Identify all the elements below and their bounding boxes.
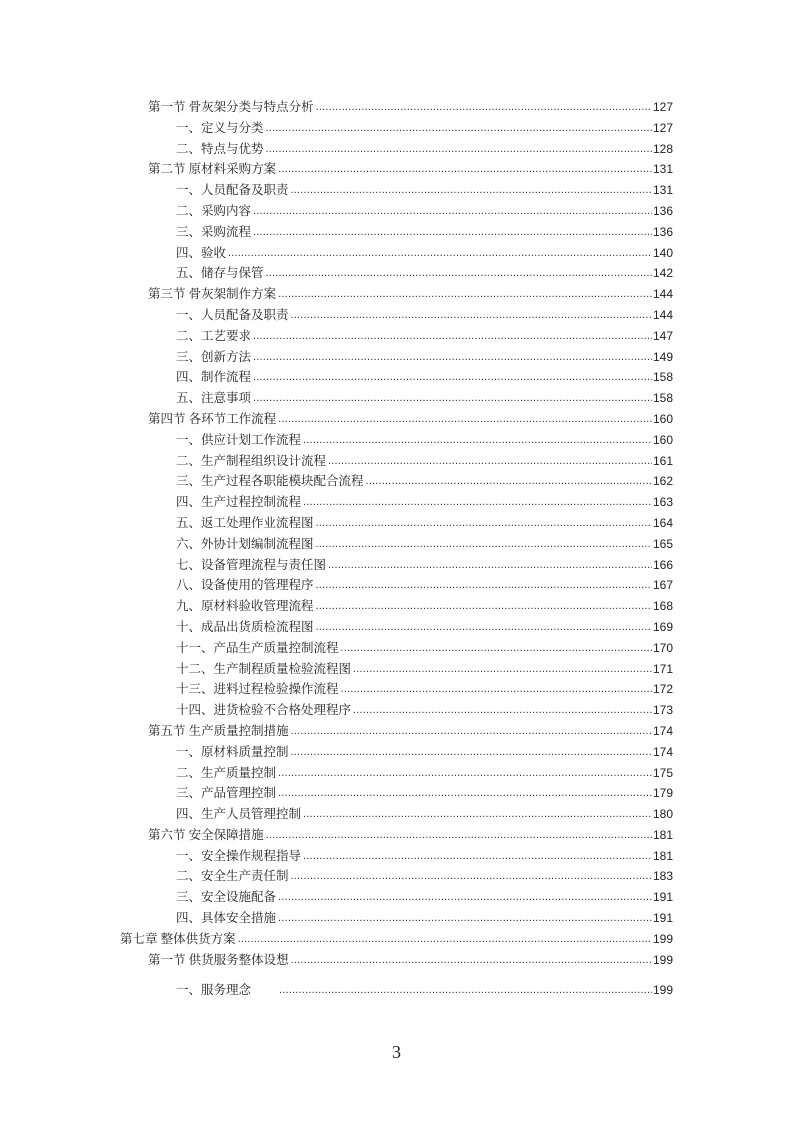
- dot-leader: [303, 492, 652, 513]
- toc-entry-page: 127: [652, 100, 673, 114]
- dot-leader: [291, 742, 652, 763]
- dot-leader: [278, 783, 652, 804]
- dot-leader: [228, 243, 652, 264]
- dot-leader: [303, 804, 652, 825]
- dot-leader: [316, 513, 652, 534]
- toc-entry-label: 第七章 整体供货方案: [120, 931, 236, 946]
- toc-entry-label: 八、设备使用的管理程序: [176, 578, 314, 593]
- toc-entry-page: 131: [652, 162, 673, 177]
- toc-entry-page: 131: [652, 183, 673, 198]
- dot-leader: [253, 201, 652, 222]
- toc-entry-label: 一、定义与分类: [176, 120, 264, 135]
- dot-leader: [341, 638, 652, 659]
- toc-section-entry[interactable]: [148, 97, 673, 118]
- toc-item-entry[interactable]: [176, 534, 673, 555]
- toc-item-entry[interactable]: [176, 326, 673, 347]
- toc-item-entry[interactable]: [176, 617, 673, 638]
- toc-entry-page: 158: [652, 391, 673, 406]
- toc-entry-page: 163: [652, 495, 673, 510]
- dot-leader: [328, 451, 652, 472]
- dot-leader: [279, 980, 652, 1001]
- dot-leader: [278, 763, 652, 784]
- toc-item-entry[interactable]: [176, 388, 673, 409]
- toc-item-entry[interactable]: [176, 908, 673, 929]
- toc-item-entry[interactable]: [176, 451, 673, 472]
- toc-item-entry[interactable]: [176, 471, 673, 492]
- toc-item-entry[interactable]: [176, 263, 673, 284]
- toc-entry-page: 136: [652, 203, 673, 218]
- dot-leader: [253, 222, 652, 243]
- toc-item-entry[interactable]: [176, 742, 673, 763]
- toc-entry-page: 144: [652, 307, 673, 322]
- toc-item-entry[interactable]: [176, 492, 673, 513]
- toc-section-entry[interactable]: [148, 950, 673, 971]
- toc-entry-label: 第六节 安全保障措施: [148, 827, 264, 842]
- toc-entry-label: 三、创新方法: [176, 349, 252, 364]
- dot-leader: [291, 305, 652, 326]
- toc-entry-page: 199: [652, 952, 673, 967]
- toc-entry-page: 181: [652, 848, 673, 863]
- toc-section-entry[interactable]: [148, 159, 673, 180]
- toc-item-entry[interactable]: [176, 139, 673, 160]
- dot-leader: [238, 929, 652, 950]
- dot-leader: [291, 180, 652, 201]
- toc-entry-label: 第一节 骨灰架分类与特点分析: [148, 100, 314, 114]
- toc-item-entry[interactable]: [176, 513, 673, 534]
- table-of-contents: [0, 97, 793, 1001]
- dot-leader: [278, 159, 652, 180]
- toc-chapter-entry[interactable]: [120, 929, 673, 950]
- toc-item-entry[interactable]: [176, 783, 673, 804]
- toc-entry-page: 167: [652, 578, 673, 593]
- dot-leader: [303, 846, 652, 867]
- toc-item-entry[interactable]: [176, 980, 673, 1001]
- toc-item-entry[interactable]: [176, 305, 673, 326]
- toc-entry-label: 二、特点与优势: [176, 141, 264, 156]
- toc-entry-page: 128: [652, 141, 673, 156]
- toc-entry-page: 175: [652, 765, 673, 780]
- dot-leader: [266, 263, 652, 284]
- toc-entry-label: 二、生产制程组织设计流程: [176, 453, 327, 468]
- dot-leader: [253, 388, 652, 409]
- dot-leader: [316, 534, 652, 555]
- toc-entry-label: 第二节 原材料采购方案: [148, 162, 277, 177]
- toc-entry-label: 一、原材料质量控制: [176, 744, 289, 759]
- dot-leader: [328, 555, 652, 576]
- toc-entry-page: 149: [652, 349, 673, 364]
- toc-entry-page: 147: [652, 328, 673, 343]
- dot-leader: [316, 596, 652, 617]
- toc-section-entry[interactable]: [148, 721, 673, 742]
- toc-entry-label: 三、安全设施配备: [176, 890, 277, 905]
- toc-entry-page: 173: [652, 703, 673, 718]
- toc-entry-page: 169: [652, 619, 673, 634]
- toc-entry-page: 180: [652, 807, 673, 822]
- toc-entry-label: 一、人员配备及职责: [176, 183, 289, 198]
- dot-leader: [366, 471, 652, 492]
- toc-entry-page: 179: [652, 786, 673, 801]
- toc-item-entry[interactable]: [176, 201, 673, 222]
- toc-entry-label: 四、制作流程: [176, 370, 252, 385]
- toc-item-entry[interactable]: [176, 367, 673, 388]
- toc-entry-page: 199: [652, 931, 673, 946]
- toc-item-entry[interactable]: [176, 638, 673, 659]
- dot-leader: [341, 679, 652, 700]
- toc-entry-page: 161: [652, 453, 673, 468]
- toc-entry-page: 191: [652, 911, 673, 926]
- toc-item-entry[interactable]: [176, 180, 673, 201]
- dot-leader: [253, 367, 652, 388]
- toc-entry-label: 一、供应计划工作流程: [176, 432, 302, 447]
- toc-item-entry[interactable]: [176, 575, 673, 596]
- toc-entry-label: 四、生产人员管理控制: [176, 807, 302, 822]
- toc-entry-label: 一、人员配备及职责: [176, 307, 289, 322]
- toc-entry-label: 十二、生产制程质量检验流程图: [176, 661, 352, 676]
- toc-entry-label: 三、生产过程各职能模块配合流程: [176, 474, 364, 489]
- toc-entry-label: 五、返工处理作业流程图: [176, 515, 314, 530]
- toc-entry-label: 五、注意事项: [176, 391, 252, 406]
- dot-leader: [291, 866, 652, 887]
- toc-entry-page: 165: [652, 536, 673, 551]
- toc-entry-label: 二、生产质量控制: [176, 765, 277, 780]
- toc-entry-label: 五、储存与保管: [176, 266, 264, 281]
- toc-entry-page: 181: [652, 827, 673, 842]
- toc-entry-page: 170: [652, 640, 673, 655]
- toc-entry-label: 四、具体安全措施: [176, 911, 277, 926]
- toc-item-entry[interactable]: [176, 243, 673, 264]
- toc-entry-page: 162: [652, 474, 673, 489]
- toc-entry-label: 九、原材料验收管理流程: [176, 599, 314, 614]
- dot-leader: [266, 118, 652, 139]
- toc-entry-label: 四、生产过程控制流程: [176, 495, 302, 510]
- toc-entry-page: 166: [652, 557, 673, 572]
- toc-entry-label: 十、成品出货质检流程图: [176, 619, 314, 634]
- toc-entry-page: 142: [652, 266, 673, 281]
- toc-entry-page: 164: [652, 515, 673, 530]
- toc-entry-page: 158: [652, 370, 673, 385]
- toc-entry-label: 十四、进货检验不合格处理程序: [176, 703, 352, 718]
- toc-section-entry[interactable]: [148, 284, 673, 305]
- toc-entry-page: 160: [652, 432, 673, 447]
- toc-entry-label: 七、设备管理流程与责任图: [176, 557, 327, 572]
- toc-entry-page: 172: [652, 682, 673, 697]
- toc-entry-page: 168: [652, 599, 673, 614]
- dot-leader: [253, 347, 652, 368]
- toc-entry-page: 199: [652, 983, 673, 998]
- toc-entry-label: 十三、进料过程检验操作流程: [176, 682, 339, 697]
- dot-leader: [278, 908, 652, 929]
- toc-entry-label: 四、验收: [176, 245, 227, 260]
- dot-leader: [278, 887, 652, 908]
- toc-item-entry[interactable]: [176, 596, 673, 617]
- toc-item-entry[interactable]: [176, 846, 673, 867]
- toc-item-entry[interactable]: [176, 118, 673, 139]
- toc-item-entry[interactable]: [176, 700, 673, 721]
- toc-entry-label: 一、服务理念: [176, 983, 252, 998]
- toc-entry-page: 174: [652, 723, 673, 738]
- toc-entry-label: 第四节 各环节工作流程: [148, 411, 277, 426]
- toc-entry-label: 六、外协计划编制流程图: [176, 536, 314, 551]
- dot-leader: [266, 825, 652, 846]
- toc-entry-page: 136: [652, 224, 673, 239]
- toc-entry-page: 171: [652, 661, 673, 676]
- dot-leader: [291, 950, 652, 971]
- toc-entry-label: 三、产品管理控制: [176, 786, 277, 801]
- toc-entry-label: 第五节 生产质量控制措施: [148, 723, 289, 738]
- toc-entry-label: 二、安全生产责任制: [176, 869, 289, 884]
- toc-entry-label: 二、采购内容: [176, 203, 252, 218]
- dot-leader: [316, 575, 652, 596]
- toc-entry-page: 140: [652, 245, 673, 260]
- dot-leader: [291, 721, 652, 742]
- toc-item-entry[interactable]: [176, 887, 673, 908]
- toc-section-entry[interactable]: [148, 825, 673, 846]
- toc-entry-page: 144: [652, 287, 673, 302]
- toc-item-entry[interactable]: [176, 555, 673, 576]
- dot-leader: [303, 430, 652, 451]
- toc-item-entry[interactable]: [176, 222, 673, 243]
- toc-item-entry[interactable]: [176, 347, 673, 368]
- dot-leader: [253, 326, 652, 347]
- page-number: 3: [392, 1042, 401, 1062]
- dot-leader: [316, 97, 652, 118]
- toc-entry-label: 第一节 供货服务整体设想: [148, 952, 289, 967]
- dot-leader: [353, 700, 652, 721]
- toc-entry-label: 十一、产品生产质量控制流程: [176, 640, 339, 655]
- toc-entry-page: 160: [652, 411, 673, 426]
- dot-leader: [278, 409, 652, 430]
- toc-entry-label: 二、工艺要求: [176, 328, 252, 343]
- toc-item-entry[interactable]: [176, 763, 673, 784]
- toc-entry-page: 191: [652, 890, 673, 905]
- toc-entry-page: 127: [652, 120, 673, 135]
- toc-item-entry[interactable]: [176, 679, 673, 700]
- toc-entry-label: 一、安全操作规程指导: [176, 848, 302, 863]
- dot-leader: [353, 659, 652, 680]
- toc-entry-page: 174: [652, 744, 673, 759]
- toc-item-entry[interactable]: [176, 866, 673, 887]
- toc-entry-label: 三、采购流程: [176, 224, 252, 239]
- toc-item-entry[interactable]: [176, 430, 673, 451]
- toc-entry-page: 183: [652, 869, 673, 884]
- toc-section-entry[interactable]: [148, 409, 673, 430]
- toc-item-entry[interactable]: [176, 659, 673, 680]
- dot-leader: [316, 617, 652, 638]
- toc-entry-label: 第三节 骨灰架制作方案: [148, 287, 277, 302]
- dot-leader: [266, 139, 652, 160]
- toc-item-entry[interactable]: [176, 804, 673, 825]
- dot-leader: [278, 284, 652, 305]
